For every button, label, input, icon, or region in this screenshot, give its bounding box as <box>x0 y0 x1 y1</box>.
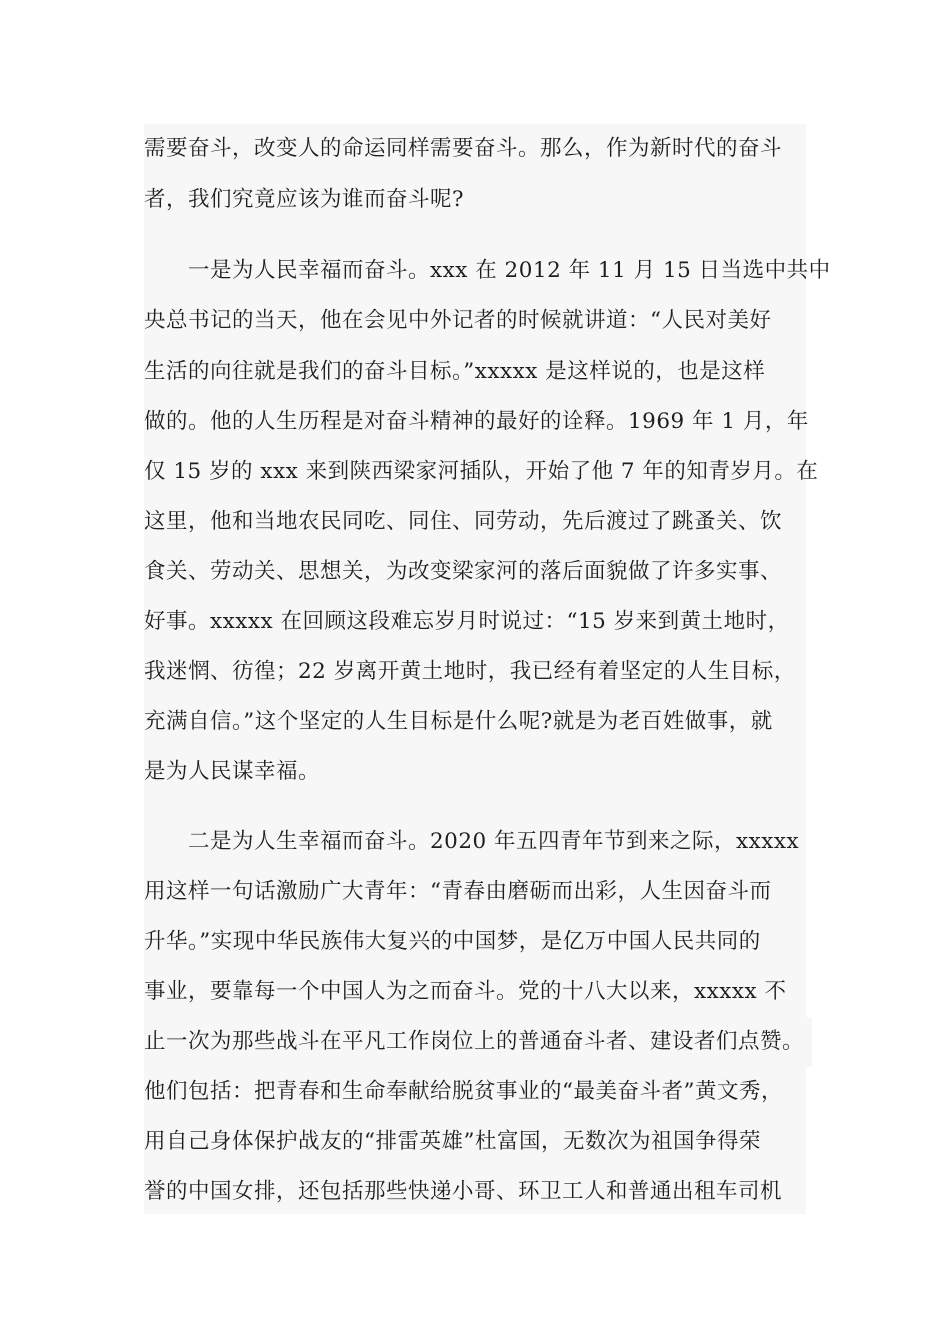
text-line: 用这样一句话激励广大青年：“青春由磨砺而出彩，人生因奋斗而 <box>144 879 772 904</box>
text-line: 用自己身体保护战友的“排雷英雄”杜富国，无数次为祖国争得荣 <box>144 1129 761 1154</box>
text-line: 充满自信。”这个坚定的人生目标是什么呢?就是为老百姓做事，就 <box>144 709 773 734</box>
text-line: 央总书记的当天，他在会见中外记者的时候就讲道：“人民对美好 <box>144 308 772 333</box>
text-line: 是为人民谋幸福。 <box>144 759 321 784</box>
text-line: 他们包括：把青春和生命奉献给脱贫事业的“最美奋斗者”黄文秀， <box>144 1067 791 1117</box>
text-line: 仅 15 岁的 xxx 来到陕西梁家河插队，开始了他 7 年的知青岁月。在 <box>144 459 819 484</box>
text-line: 需要奋斗，改变人的命运同样需要奋斗。那么，作为新时代的奋斗 <box>144 136 783 161</box>
text-line: 事业，要靠每一个中国人为之而奋斗。党的十八大以来，xxxxx 不 <box>144 979 787 1004</box>
text-line: 誉的中国女排，还包括那些快递小哥、环卫工人和普通出租车司机 <box>144 1179 783 1204</box>
text-line: 好事。xxxxx 在回顾这段难忘岁月时说过：“15 岁来到黄土地时， <box>144 609 790 634</box>
text-line: 二是为人生幸福而奋斗。2020 年五四青年节到来之际，xxxxx <box>188 829 800 854</box>
text-line: 做的。他的人生历程是对奋斗精神的最好的诠释。1969 年 1 月，年 <box>144 409 809 434</box>
text-line: 食关、劳动关、思想关，为改变梁家河的落后面貌做了许多实事、 <box>144 559 783 584</box>
text-line: 止一次为那些战斗在平凡工作岗位上的普通奋斗者、建设者们点赞。 <box>144 1017 812 1067</box>
text-line: 者，我们究竟应该为谁而奋斗呢? <box>144 187 465 212</box>
text-line: 一是为人民幸福而奋斗。xxx 在 2012 年 11 月 15 日当选中共中 <box>188 258 831 283</box>
text-line: 升华。”实现中华民族伟大复兴的中国梦，是亿万中国人民共同的 <box>144 929 761 954</box>
text-line: 生活的向往就是我们的奋斗目标。”xxxxx 是这样说的，也是这样 <box>144 359 766 384</box>
text-line: 这里，他和当地农民同吃、同住、同劳动，先后渡过了跳蚤关、饮 <box>144 509 783 534</box>
text-line: 我迷惘、彷徨；22 岁离开黄土地时，我已经有着坚定的人生目标， <box>144 659 796 684</box>
